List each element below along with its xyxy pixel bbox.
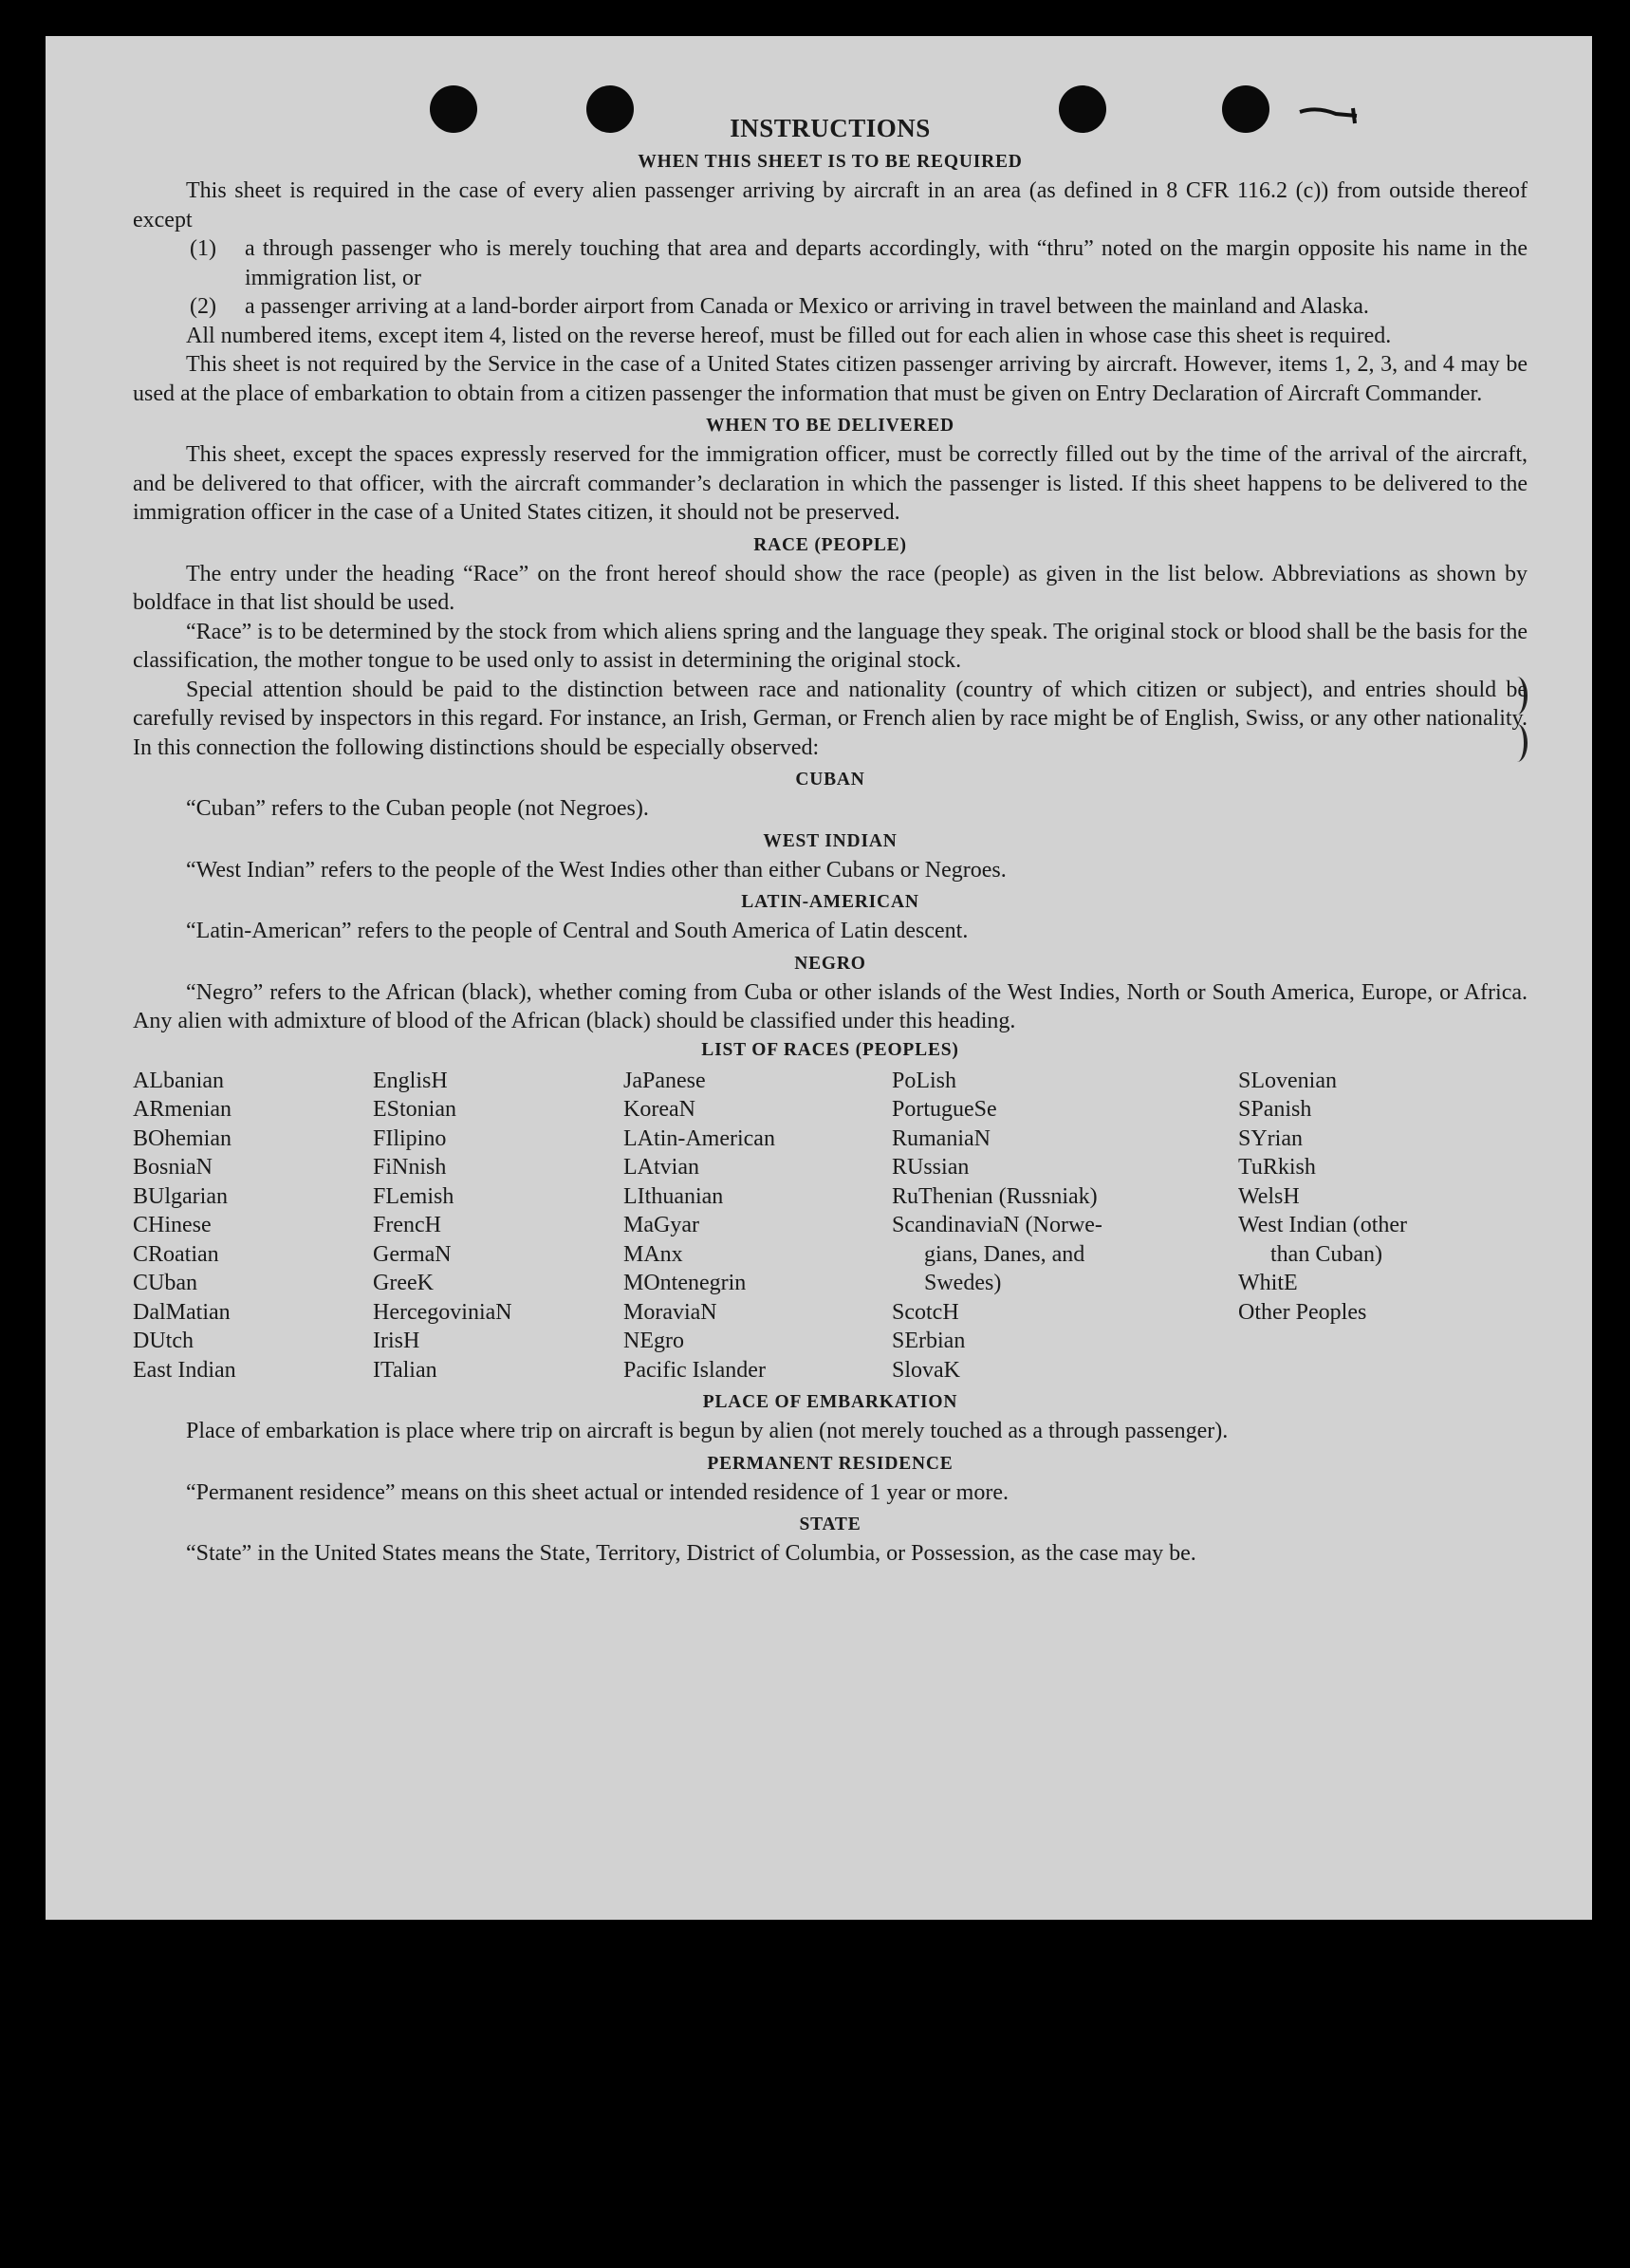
race-item: ARmenian bbox=[133, 1097, 232, 1122]
race-item: LAtin-American bbox=[623, 1125, 775, 1151]
race-item: IrisH bbox=[373, 1329, 420, 1353]
race-list bbox=[133, 1067, 1528, 1385]
paragraph: This sheet is required in the case of every alien passenger arriving by aircraft in an area (as defined in 8 CFR 116.2 (c)) from outside thereof except bbox=[133, 178, 1528, 232]
paragraph: “West Indian” refers to the people of the West Indies other than either Cubans or Negroes. bbox=[186, 857, 1007, 883]
race-item: ALbanian bbox=[133, 1068, 224, 1093]
item-text: a through passenger who is merely touching that area and departs accordingly, with “thru” noted on the margin opposite his name in the immigration list, or bbox=[245, 236, 1528, 290]
race-column bbox=[133, 1067, 373, 1385]
document-sheet bbox=[46, 36, 1592, 1920]
instructions-content bbox=[133, 112, 1528, 1569]
section-heading: PLACE OF EMBARKATION bbox=[702, 1392, 958, 1412]
race-item: BosniaN bbox=[133, 1155, 213, 1180]
race-item: ScandinaviaN (Norwe- bbox=[892, 1213, 1102, 1237]
race-item: SlovaK bbox=[892, 1357, 960, 1383]
section-heading: PERMANENT RESIDENCE bbox=[707, 1453, 954, 1474]
race-item: ITalian bbox=[373, 1357, 437, 1383]
paragraph: Special attention should be paid to the distinction between race and nationality (country of which citizen or subject), and entries should be carefully revised by inspectors in this regard. For instance, an Irish, German, or French alien by race might be of English, Swiss, or any other nationality. In this connection the following distinctions should be especially observed: bbox=[133, 677, 1528, 760]
list-item bbox=[190, 292, 1528, 322]
race-item: MaGyar bbox=[623, 1213, 699, 1237]
race-item: RuThenian (Russniak) bbox=[892, 1183, 1098, 1209]
section-heading: WHEN THIS SHEET IS TO BE REQUIRED bbox=[638, 152, 1023, 172]
race-item: PortugueSe bbox=[892, 1097, 997, 1122]
race-item: FrencH bbox=[373, 1213, 441, 1237]
section-heading: RACE (PEOPLE) bbox=[753, 534, 907, 555]
race-item: SYrian bbox=[1238, 1125, 1303, 1151]
race-item: MOntenegrin bbox=[623, 1271, 747, 1295]
race-item: SPanish bbox=[1238, 1097, 1312, 1122]
section-heading: WHEN TO BE DELIVERED bbox=[706, 416, 954, 436]
race-item: WhitE bbox=[1238, 1271, 1298, 1295]
section-heading: NEGRO bbox=[794, 953, 866, 974]
race-item: West Indian (other bbox=[1238, 1213, 1408, 1237]
paragraph: This sheet is not required by the Service in the case of a United States citizen passenger arriving by aircraft. However, items 1, 2, 3, and 4 may be used at the place of embarkation to obtain from a citizen passenger the information that must be given on Entry Declaration of Aircraft Commander. bbox=[133, 352, 1528, 406]
race-item: TuRkish bbox=[1238, 1155, 1316, 1180]
race-item: EnglisH bbox=[373, 1068, 448, 1093]
paragraph: The entry under the heading “Race” on the front hereof should show the race (people) as given in the list below. Abbreviations as shown by boldface in that list should be used. bbox=[133, 561, 1528, 615]
exception-list bbox=[133, 234, 1528, 322]
race-column bbox=[892, 1067, 1238, 1385]
race-column bbox=[623, 1067, 892, 1385]
section-heading: STATE bbox=[799, 1515, 861, 1534]
race-item: Pacific Islander bbox=[623, 1357, 766, 1383]
section-heading: LIST OF RACES (PEOPLES) bbox=[701, 1039, 959, 1060]
race-item: DalMatian bbox=[133, 1299, 231, 1325]
race-item: RUssian bbox=[892, 1155, 970, 1180]
paragraph: “Permanent residence” means on this sheet actual or intended residence of 1 year or more. bbox=[186, 1479, 1009, 1505]
paragraph: “Cuban” refers to the Cuban people (not Negroes). bbox=[186, 796, 649, 821]
race-item: MAnx bbox=[623, 1241, 683, 1267]
race-item: CUban bbox=[133, 1271, 197, 1295]
race-item: CRoatian bbox=[133, 1241, 219, 1267]
paragraph: “Race” is to be determined by the stock from which aliens spring and the language they speak. The original stock or blood shall be the basis for the classification, the mother tongue to be used only to assist in determining the original stock. bbox=[133, 619, 1528, 673]
race-item: ScotcH bbox=[892, 1299, 959, 1325]
section-heading: LATIN-AMERICAN bbox=[741, 892, 919, 912]
race-item: EStonian bbox=[373, 1097, 456, 1122]
race-item: FLemish bbox=[373, 1183, 454, 1209]
list-item bbox=[190, 234, 1528, 292]
race-item: NEgro bbox=[623, 1329, 684, 1353]
race-item: LIthuanian bbox=[623, 1183, 724, 1209]
race-item: DUtch bbox=[133, 1329, 194, 1353]
race-column bbox=[373, 1067, 623, 1385]
race-item: CHinese bbox=[133, 1213, 212, 1237]
race-item: WelsH bbox=[1238, 1183, 1300, 1209]
race-item: HercegoviniaN bbox=[373, 1299, 512, 1325]
race-column bbox=[1238, 1067, 1523, 1385]
paragraph: This sheet, except the spaces expressly reserved for the immigration officer, must be correctly filled out by the time of the arrival of the aircraft, and be delivered to that officer, with the aircraft commander’s declaration in which the passenger is listed. If this sheet happens to be delivered to the immigration officer in the case of a United States citizen, it should not be preserved. bbox=[133, 442, 1528, 525]
paragraph: “Latin-American” refers to the people of Central and South America of Latin descent. bbox=[186, 919, 969, 943]
race-item: BOhemian bbox=[133, 1125, 232, 1151]
item-text: a passenger arriving at a land-border airport from Canada or Mexico or arriving in travel between the mainland and Alaska. bbox=[245, 294, 1369, 319]
race-item: PoLish bbox=[892, 1068, 957, 1093]
item-number: (2) bbox=[190, 294, 216, 319]
item-number: (1) bbox=[190, 236, 216, 261]
section-heading: CUBAN bbox=[795, 770, 865, 790]
race-item: gians, Danes, and bbox=[924, 1241, 1085, 1267]
paragraph: “State” in the United States means the State, Territory, District of Columbia, or Possession, as the case may be. bbox=[186, 1541, 1196, 1566]
section-heading: WEST INDIAN bbox=[763, 830, 898, 851]
race-item: FIlipino bbox=[373, 1125, 447, 1151]
paragraph: Place of embarkation is place where trip on aircraft is begun by alien (not merely touched as a through passenger). bbox=[186, 1419, 1229, 1443]
race-item: RumaniaN bbox=[892, 1125, 991, 1151]
race-item: Swedes) bbox=[924, 1271, 1002, 1295]
race-item: BUlgarian bbox=[133, 1183, 228, 1209]
race-item: KoreaN bbox=[623, 1097, 695, 1122]
race-item: SLovenian bbox=[1238, 1068, 1337, 1093]
race-item: GreeK bbox=[373, 1271, 434, 1295]
paragraph: “Negro” refers to the African (black), whether coming from Cuba or other islands of the West Indies, North or South America, Europe, or Africa. Any alien with admixture of blood of the African (black) should be classified under this heading. bbox=[133, 979, 1528, 1033]
race-item: than Cuban) bbox=[1270, 1241, 1382, 1267]
race-item: SErbian bbox=[892, 1329, 966, 1353]
race-item: FiNnish bbox=[373, 1155, 447, 1180]
race-item: East Indian bbox=[133, 1357, 236, 1383]
race-item: Other Peoples bbox=[1238, 1299, 1367, 1325]
race-item: MoraviaN bbox=[623, 1299, 717, 1325]
paragraph: All numbered items, except item 4, listed on the reverse hereof, must be filled out for each alien in whose case this sheet is required. bbox=[186, 323, 1392, 348]
race-item: GermaN bbox=[373, 1241, 452, 1267]
page-title: INSTRUCTIONS bbox=[730, 114, 931, 142]
race-item: LAtvian bbox=[623, 1155, 699, 1180]
race-item: JaPanese bbox=[623, 1068, 706, 1093]
